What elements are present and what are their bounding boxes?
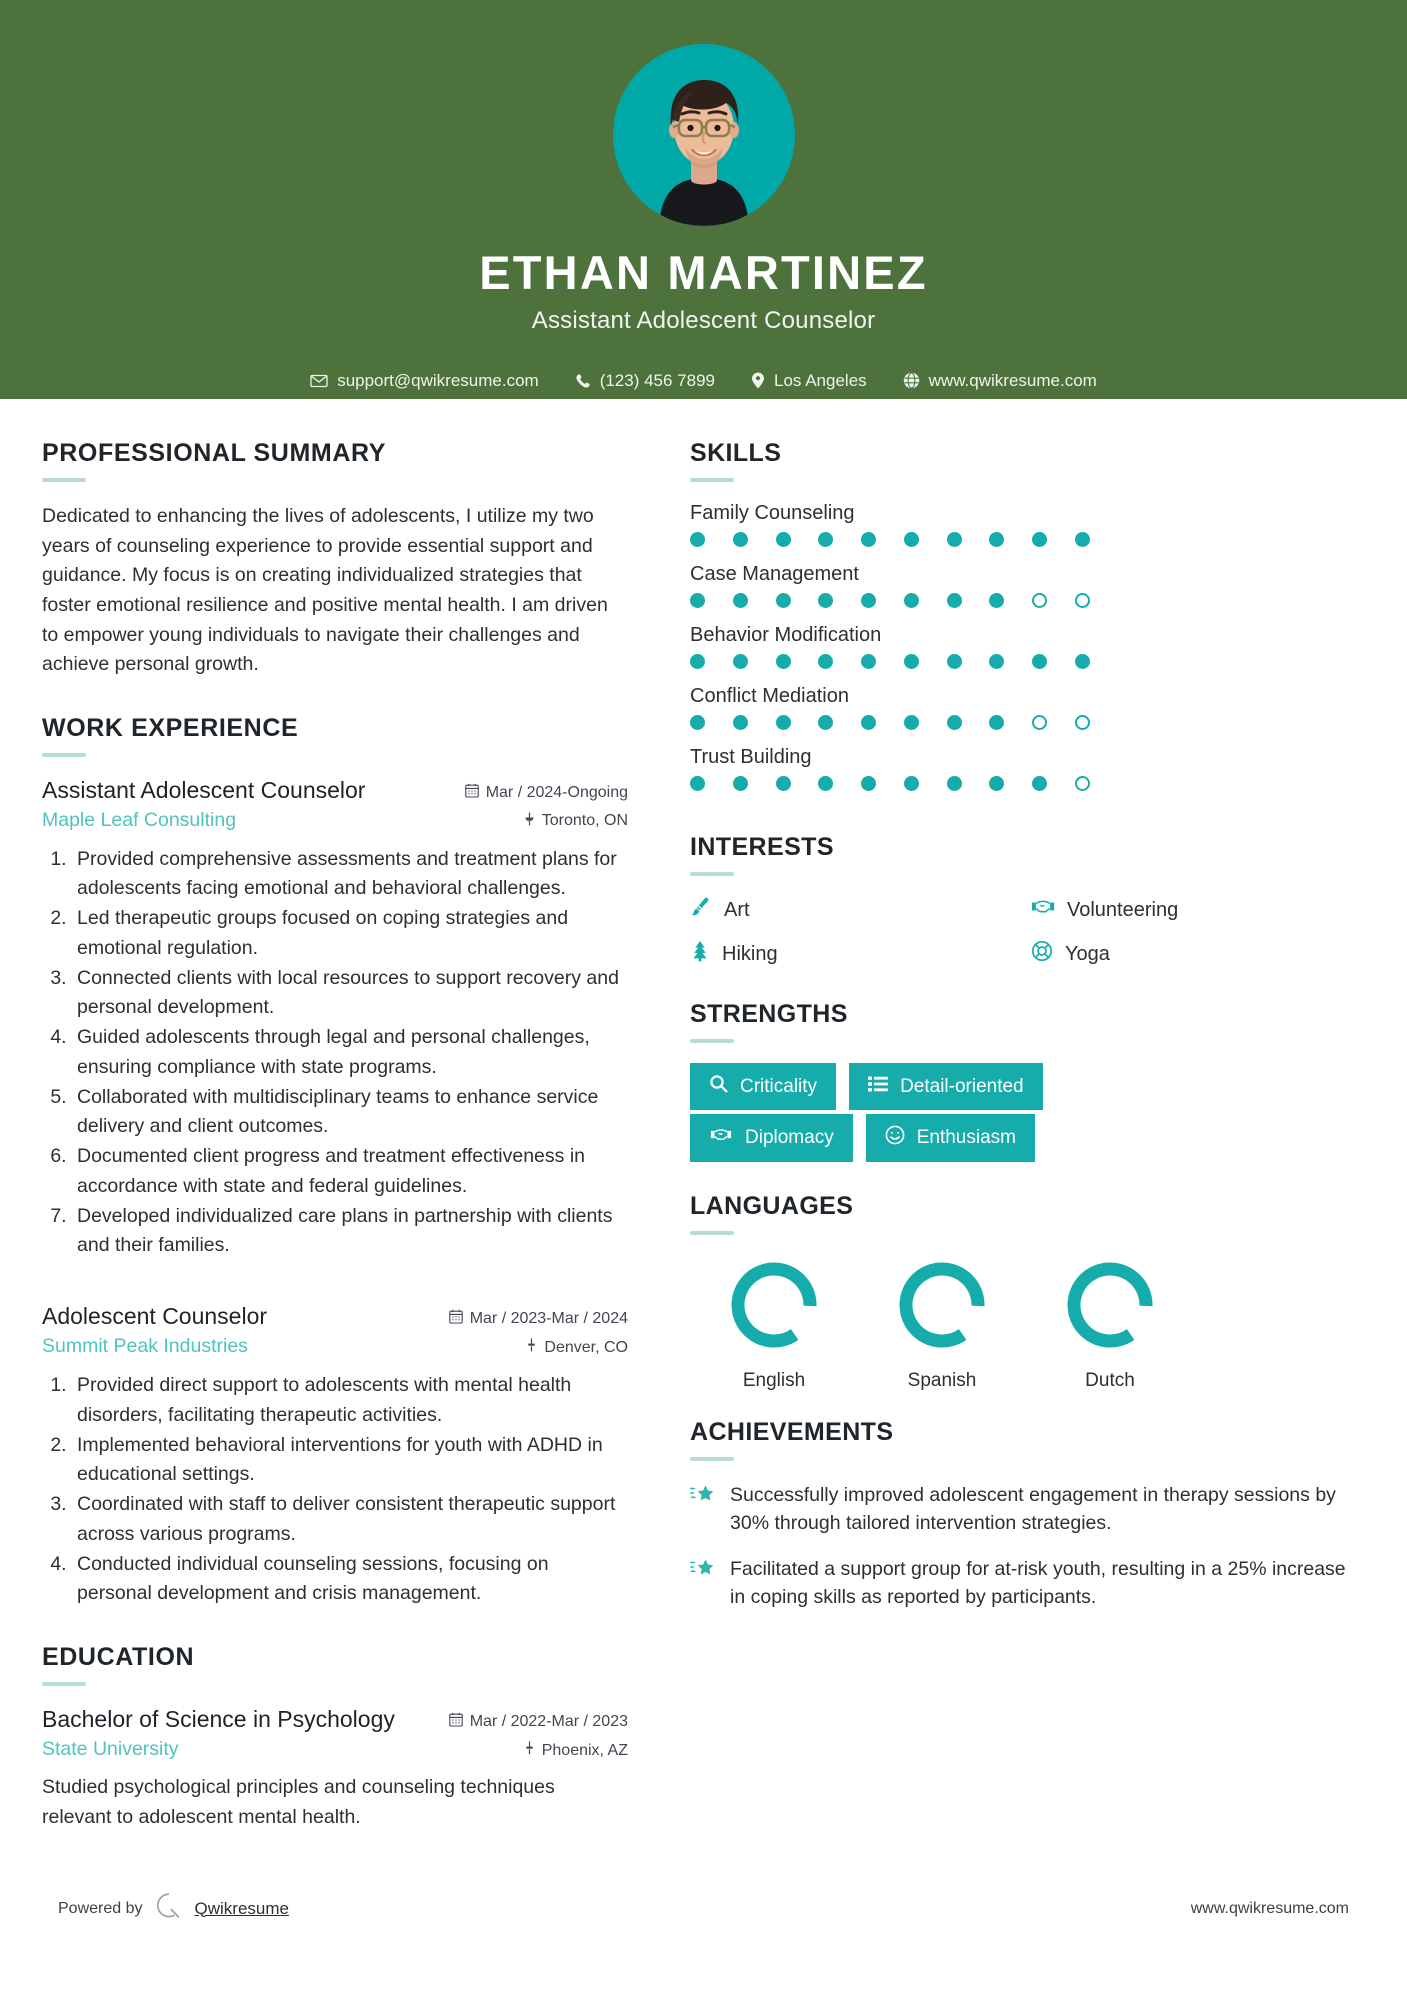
- handshake-icon: [709, 1125, 733, 1151]
- skill-dot-filled: [947, 776, 962, 791]
- work-location-text: Denver, CO: [544, 1338, 628, 1356]
- summary-text: Dedicated to enhancing the lives of adolescents, I utilize my two years of counseling experience to provide essential support and guidance. My focus is on creating individualized strategies that foster emotional resilience and positive mental health. I am driven to empower young individuals to navigate their challenges and achieve personal growth.: [42, 505, 608, 676]
- handshake-icon: [1031, 896, 1055, 924]
- heading-underline: [690, 478, 734, 482]
- skill-dot-filled: [690, 593, 705, 608]
- spacer: [42, 1609, 628, 1643]
- section-interests: [690, 833, 1362, 968]
- interest-label: Yoga: [1065, 942, 1110, 965]
- resume-body: [0, 399, 1407, 1832]
- heading-underline: [42, 478, 86, 482]
- phone-icon: [575, 373, 591, 389]
- strength-pill-enthusiasm[interactable]: [866, 1114, 1035, 1162]
- work-job-title: Assistant Adolescent Counselor: [42, 776, 366, 803]
- skill-dot-filled: [733, 776, 748, 791]
- interest-item: [1031, 940, 1362, 968]
- strengths-row-1: [690, 1063, 1362, 1110]
- skill-dot-filled: [690, 776, 705, 791]
- spacer: [690, 974, 1362, 1000]
- language-item: [858, 1255, 1026, 1392]
- strength-label: Criticality: [740, 1075, 818, 1097]
- section-heading-education: EDUCATION: [42, 1643, 195, 1672]
- education-entry: [42, 1706, 628, 1832]
- work-bullet: 3. Coordinated with staff to deliver consistent therapeutic support across various programs.: [72, 1490, 628, 1549]
- work-entry-subheader: [42, 1335, 628, 1358]
- skill-dot-filled: [904, 715, 919, 730]
- skill-dot-filled: [904, 532, 919, 547]
- work-entry: [42, 1303, 628, 1608]
- section-achievements: [690, 1418, 1362, 1611]
- avatar: [613, 44, 795, 226]
- work-location: [526, 1338, 628, 1357]
- job-role-subtitle: Assistant Adolescent Counselor: [531, 306, 876, 334]
- work-bullet: 2. Led therapeutic groups focused on coping strategies and emotional regulation.: [72, 904, 628, 963]
- skill-dot-filled: [1032, 654, 1047, 669]
- strength-label: Detail-oriented: [900, 1075, 1024, 1097]
- section-professional-summary: [42, 439, 628, 680]
- resume-header: [0, 0, 1407, 399]
- work-bullet: 4. Conducted individual counseling sessions, focusing on personal development and crisis management.: [72, 1550, 628, 1609]
- skill-dot-filled: [818, 532, 833, 547]
- calendar-icon: [449, 1309, 463, 1329]
- skill-dot-filled: [1075, 654, 1090, 669]
- skill-dot-filled: [947, 715, 962, 730]
- heading-underline: [690, 1231, 734, 1235]
- work-date-text: Mar / 2024-Ongoing: [485, 783, 628, 801]
- skill-rating: [690, 715, 1090, 730]
- skill-dot-empty: [1032, 715, 1047, 730]
- skill-dot-empty: [1075, 715, 1090, 730]
- skill-dot-filled: [861, 593, 876, 608]
- work-location: [524, 812, 628, 831]
- education-school: State University: [42, 1738, 179, 1761]
- skill-dot-filled: [947, 593, 962, 608]
- spacer: [42, 1261, 628, 1295]
- skill-dot-filled: [733, 532, 748, 547]
- language-item: [1026, 1255, 1194, 1392]
- heading-underline: [690, 1039, 734, 1043]
- skill-dot-filled: [733, 654, 748, 669]
- section-heading-work: WORK EXPERIENCE: [42, 713, 299, 742]
- strength-pill-detail-oriented[interactable]: [849, 1063, 1043, 1110]
- skill-dot-filled: [733, 715, 748, 730]
- calendar-icon: [449, 1712, 463, 1732]
- work-bullet: 2. Implemented behavioral interventions for youth with ADHD in educational settings.: [72, 1431, 628, 1490]
- skills-list: [690, 502, 1362, 791]
- tree-icon: [690, 940, 710, 968]
- list-icon: [868, 1075, 888, 1099]
- footer: [0, 1891, 1407, 1926]
- skill-dot-empty: [1032, 593, 1047, 608]
- skill-dot-filled: [1075, 532, 1090, 547]
- contact-website[interactable]: [903, 371, 1097, 391]
- skill-dot-filled: [861, 776, 876, 791]
- skill-dot-filled: [818, 715, 833, 730]
- work-date-text: Mar / 2023-Mar / 2024: [469, 1310, 628, 1328]
- work-entry: [42, 777, 628, 1261]
- section-heading-skills: SKILLS: [690, 439, 782, 467]
- language-label: Dutch: [1085, 1370, 1135, 1391]
- work-job-title: Adolescent Counselor: [42, 1303, 268, 1330]
- contact-website-text: www.qwikresume.com: [928, 370, 1097, 390]
- work-date: [449, 1309, 628, 1329]
- page-title: ETHAN MARTINEZ: [479, 246, 928, 299]
- skill-dot-filled: [861, 532, 876, 547]
- contact-email[interactable]: [310, 371, 539, 391]
- skill-dot-filled: [1032, 532, 1047, 547]
- pin-icon: [524, 1741, 535, 1760]
- star-shooting-icon: [690, 1558, 716, 1587]
- skill-dot-filled: [861, 715, 876, 730]
- skill-rating: [690, 532, 1090, 547]
- section-education: [42, 1643, 628, 1832]
- achievement-item: [690, 1555, 1362, 1612]
- skill-dot-filled: [989, 532, 1004, 547]
- heading-underline: [42, 1682, 86, 1686]
- spacer: [690, 1166, 1362, 1192]
- strength-label: Diplomacy: [745, 1127, 834, 1148]
- globe-icon: [903, 372, 920, 389]
- skill-dot-filled: [904, 654, 919, 669]
- paintbrush-icon: [690, 896, 712, 924]
- strength-label: Enthusiasm: [916, 1127, 1016, 1148]
- section-work-experience: [42, 714, 628, 1609]
- skill-label: Conflict Mediation: [690, 685, 849, 707]
- calendar-icon: [465, 783, 479, 803]
- skill-dot-filled: [989, 715, 1004, 730]
- skill-dot-filled: [776, 715, 791, 730]
- section-languages: [690, 1192, 1362, 1392]
- strengths-row-2: [690, 1114, 1362, 1162]
- section-heading-achievements: ACHIEVEMENTS: [690, 1418, 894, 1446]
- achievement-text: Successfully improved adolescent engagement in therapy sessions by 30% through tailored intervention strategies.: [730, 1484, 1336, 1535]
- spacer: [42, 680, 628, 714]
- skill-dot-filled: [776, 776, 791, 791]
- section-heading-strengths: STRENGTHS: [690, 1000, 848, 1028]
- education-description: Studied psychological principles and counseling techniques relevant to adolescent mental health.: [42, 1776, 555, 1828]
- skill-dot-filled: [861, 654, 876, 669]
- skill-dot-filled: [690, 654, 705, 669]
- location-pin-icon: [751, 372, 765, 389]
- contact-row: [0, 371, 1407, 391]
- skill-dot-filled: [690, 532, 705, 547]
- star-shooting-icon: [690, 1484, 716, 1513]
- contact-phone-text: (123) 456 7899: [599, 370, 716, 390]
- interest-item: [1031, 896, 1362, 924]
- footer-powered-by-label: Powered by: [58, 1899, 143, 1917]
- education-date: [449, 1712, 628, 1732]
- skill-label: Behavior Modification: [690, 624, 882, 646]
- contact-phone[interactable]: [575, 371, 715, 391]
- work-entry-header: [42, 777, 628, 804]
- skill-dot-filled: [989, 776, 1004, 791]
- skill-label: Trust Building: [690, 746, 812, 768]
- work-bullet: 7. Developed individualized care plans in partnership with clients and their families.: [72, 1202, 628, 1261]
- skill-dot-filled: [733, 593, 748, 608]
- work-bullet-list: [42, 1371, 628, 1608]
- skill-dot-filled: [776, 532, 791, 547]
- languages-row: [690, 1255, 1362, 1392]
- heading-underline: [42, 753, 86, 757]
- work-bullet: 6. Documented client progress and treatment effectiveness in accordance with state and federal guidelines.: [72, 1142, 628, 1201]
- strength-pill-diplomacy[interactable]: [690, 1114, 853, 1162]
- language-progress-donut: [892, 1255, 992, 1355]
- smiley-icon: [885, 1125, 905, 1151]
- spacer: [690, 1392, 1362, 1418]
- language-item: [690, 1255, 858, 1392]
- work-bullet: 1. Provided direct support to adolescents with mental health disorders, facilitating therapeutic activities.: [72, 1371, 628, 1430]
- education-date-text: Mar / 2022-Mar / 2023: [469, 1713, 628, 1731]
- skill-dot-filled: [904, 776, 919, 791]
- lifebuoy-icon: [1031, 940, 1053, 968]
- strength-pill-criticality[interactable]: [690, 1063, 836, 1110]
- footer-website: www.qwikresume.com: [1190, 1899, 1349, 1917]
- education-entry-header: [42, 1706, 628, 1733]
- skill-dot-filled: [947, 532, 962, 547]
- achievement-text: Facilitated a support group for at-risk youth, resulting in a 25% increase in coping skills as reported by participants.: [730, 1557, 1346, 1608]
- skill-rating: [690, 654, 1090, 669]
- section-heading-interests: INTERESTS: [690, 833, 834, 861]
- work-entry-header: [42, 1303, 628, 1330]
- section-skills: [690, 439, 1362, 791]
- achievement-item: [690, 1481, 1362, 1538]
- work-date: [465, 783, 628, 803]
- skill-dot-filled: [989, 654, 1004, 669]
- skill-dot-filled: [904, 593, 919, 608]
- magnifier-icon: [709, 1074, 728, 1099]
- left-column: [42, 439, 662, 1832]
- heading-underline: [690, 1457, 734, 1461]
- interest-label: Hiking: [722, 942, 778, 965]
- spacer: [690, 807, 1362, 833]
- footer-brand-link[interactable]: Qwikresume: [194, 1898, 289, 1918]
- contact-location[interactable]: [751, 371, 867, 391]
- education-location-text: Phoenix, AZ: [541, 1741, 628, 1759]
- skill-dot-filled: [818, 776, 833, 791]
- work-bullet: 3. Connected clients with local resources to support recovery and personal development.: [72, 964, 628, 1023]
- section-strengths: [690, 1000, 1362, 1162]
- work-bullet: 5. Collaborated with multidisciplinary teams to enhance service delivery and client outcomes.: [72, 1083, 628, 1142]
- skill-label: Case Management: [690, 563, 859, 585]
- skill-rating: [690, 776, 1090, 791]
- qwikresume-logo-icon: [154, 1891, 184, 1926]
- pin-icon: [526, 1338, 537, 1357]
- skill-dot-filled: [776, 654, 791, 669]
- work-location-text: Toronto, ON: [541, 812, 628, 830]
- work-entry-subheader: [42, 809, 628, 832]
- language-label: English: [742, 1370, 806, 1391]
- interest-item: [690, 896, 1021, 924]
- skill-dot-filled: [690, 715, 705, 730]
- skill-dot-filled: [1032, 776, 1047, 791]
- interest-label: Volunteering: [1067, 898, 1179, 921]
- interest-item: [690, 940, 1021, 968]
- skill-dot-filled: [947, 654, 962, 669]
- education-entry-subheader: [42, 1738, 628, 1761]
- skill-dot-filled: [776, 593, 791, 608]
- work-bullet: 4. Guided adolescents through legal and personal challenges, ensuring compliance with state programs.: [72, 1023, 628, 1082]
- work-bullet: 1. Provided comprehensive assessments and treatment plans for adolescents facing emotional and behavioral challenges.: [72, 845, 628, 904]
- skill-rating: [690, 593, 1090, 608]
- work-company: Maple Leaf Consulting: [42, 808, 237, 831]
- footer-powered-by: [58, 1891, 289, 1926]
- interests-grid: [690, 896, 1362, 968]
- pin-icon: [524, 812, 535, 831]
- avatar-photo: [613, 44, 795, 226]
- education-degree: Bachelor of Science in Psychology: [42, 1706, 395, 1733]
- skill-dot-filled: [818, 654, 833, 669]
- section-heading-summary: PROFESSIONAL SUMMARY: [42, 439, 386, 467]
- skill-dot-empty: [1075, 776, 1090, 791]
- work-company: Summit Peak Industries: [42, 1335, 248, 1358]
- language-progress-donut: [1060, 1255, 1160, 1355]
- language-progress-donut: [724, 1255, 824, 1355]
- work-bullet-list: [42, 845, 628, 1261]
- skill-label: Family Counseling: [690, 502, 855, 524]
- contact-location-text: Los Angeles: [774, 370, 867, 390]
- skill-dot-filled: [818, 593, 833, 608]
- contact-email-text: support@qwikresume.com: [337, 370, 539, 390]
- section-heading-languages: LANGUAGES: [690, 1192, 854, 1220]
- interest-label: Art: [724, 898, 750, 921]
- heading-underline: [690, 872, 734, 876]
- email-icon: [310, 372, 328, 390]
- skill-dot-empty: [1075, 593, 1090, 608]
- language-label: Spanish: [907, 1370, 977, 1391]
- right-column: [662, 439, 1362, 1832]
- skill-dot-filled: [989, 593, 1004, 608]
- education-location: [524, 1741, 628, 1760]
